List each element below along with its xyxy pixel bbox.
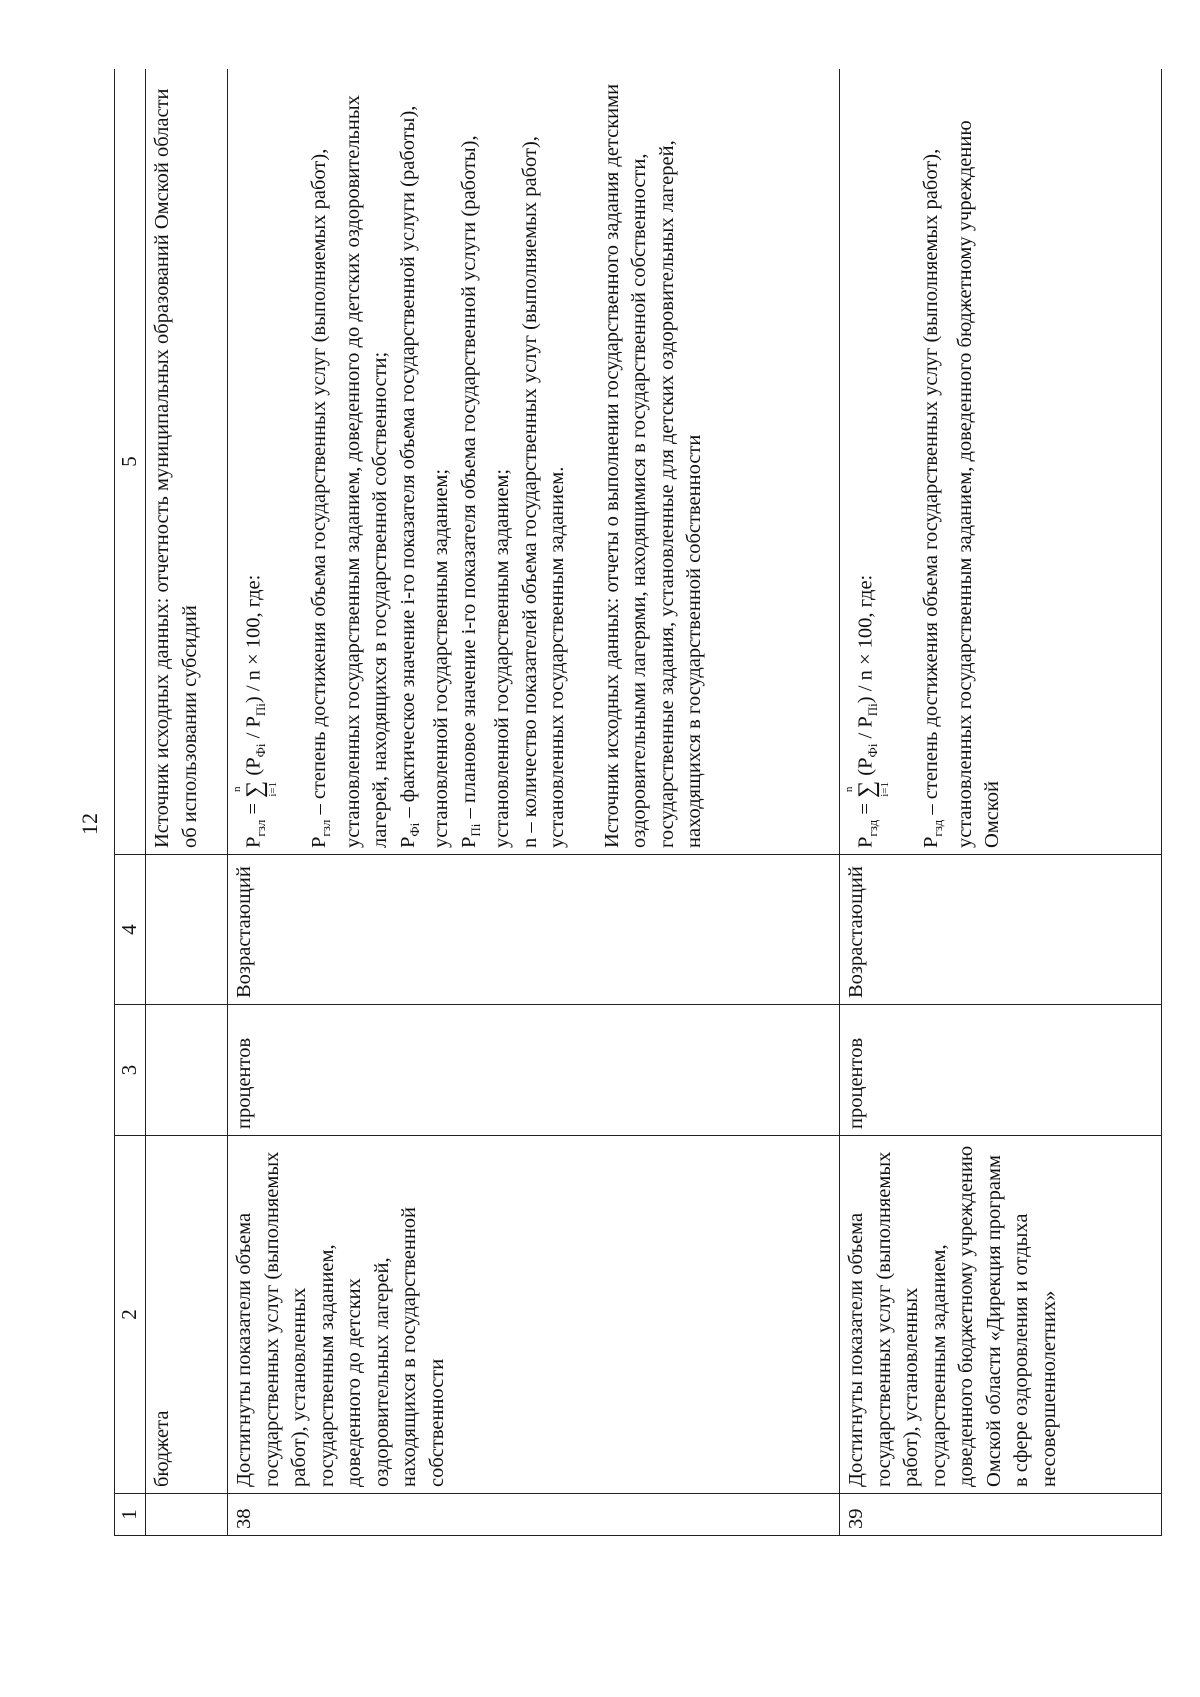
direction-cell: Возрастающий bbox=[228, 855, 840, 1005]
unit-cell: процентов bbox=[840, 1005, 1162, 1136]
unit-cell: процентов bbox=[228, 1005, 840, 1136]
indicator-name: Достигнуты показатели объема государственных услуг (выполняемых работ), установленных государственным заданием, доведенного до детских оздоровительных лагерей, находящихся в государственной собственности bbox=[228, 1136, 840, 1494]
header-cell-4: 4 bbox=[115, 855, 146, 1005]
calculation-cell bbox=[228, 69, 840, 855]
table-row-39 bbox=[840, 69, 1162, 1536]
row-number: 38 bbox=[228, 1494, 840, 1536]
header-cell-2: 2 bbox=[115, 1136, 146, 1494]
sum-operator: n ∑ i=1 bbox=[843, 780, 891, 798]
header-cell-1: 1 bbox=[115, 1494, 146, 1536]
formula: $Р_{гзд}$ = n ∑ i=1 $(Р_{Фi} / Р_{Пi}) / n \times 100$, где: bbox=[843, 574, 891, 848]
definition: $Р_{гзд}$ – степень достижения объема государственных услуг (выполняемых работ), установленных государственным заданием, доведенного бюджетному учреждению Омской bbox=[920, 120, 1004, 848]
page-number: 12 bbox=[77, 813, 102, 835]
header-cell-5: 5 bbox=[115, 69, 146, 855]
table-row-38 bbox=[228, 69, 840, 1536]
rotated-table bbox=[114, 69, 1162, 1536]
calculation-cell bbox=[840, 69, 1162, 855]
definition: $Р_{Фi}$ – фактическое значение i-го показателя объема государственной услуги (работы), установленной государственным заданием; bbox=[396, 105, 453, 848]
header-row bbox=[115, 69, 146, 1536]
definition: $Р_{гзл}$ – степень достижения объема государственных услуг (выполняемых работ), установленных государственным заданием, доведенного до детских оздоровительных лагерей, находящихся в государственной собственности; bbox=[308, 95, 392, 848]
unit-cell bbox=[146, 1005, 228, 1136]
indicator-name: бюджета bbox=[146, 1136, 228, 1494]
indicator-name: Достигнуты показатели объема государственных услуг (выполняемых работ), установленных государственным заданием, доведенного бюджетному учреждению Омской области «Дирекция программ в сфере оздоровления и отдыха несовершеннолетних» bbox=[840, 1136, 1162, 1494]
direction-cell bbox=[146, 855, 228, 1005]
direction-cell: Возрастающий bbox=[840, 855, 1162, 1005]
table-row-continuation bbox=[146, 69, 228, 1536]
definition: n – количество показателей объема государственных услуг (выполняемых работ), установленных государственным заданием. bbox=[518, 136, 569, 848]
definition: $Р_{Пi}$ – плановое значение i-го показателя объема государственной услуги (работы), установленной государственным заданием; bbox=[457, 135, 514, 848]
indicators-table bbox=[114, 69, 1162, 1536]
sum-operator: n ∑ i=1 bbox=[231, 780, 279, 798]
source-cell: Источник исходных данных: отчетность муниципальных образований Омской области об использовании субсидий bbox=[146, 69, 228, 855]
row-number: 39 bbox=[840, 1494, 1162, 1536]
formula: $Р_{гзл}$ = n ∑ i=1 $(Р_{Фi} / Р_{Пi}) / n \times 100$, где: bbox=[231, 574, 279, 848]
rotated-table-viewport bbox=[114, 69, 1162, 1536]
row-number bbox=[146, 1494, 228, 1536]
header-cell-3: 3 bbox=[115, 1005, 146, 1136]
source-text: Источник исходных данных: отчеты о выполнении государственного задания детскими оздоровительными лагерями, находящимися в государственной собственности, государственные задания, установленные для детских оздоровительных лагерей, находящихся в государственной собственности bbox=[600, 83, 706, 848]
